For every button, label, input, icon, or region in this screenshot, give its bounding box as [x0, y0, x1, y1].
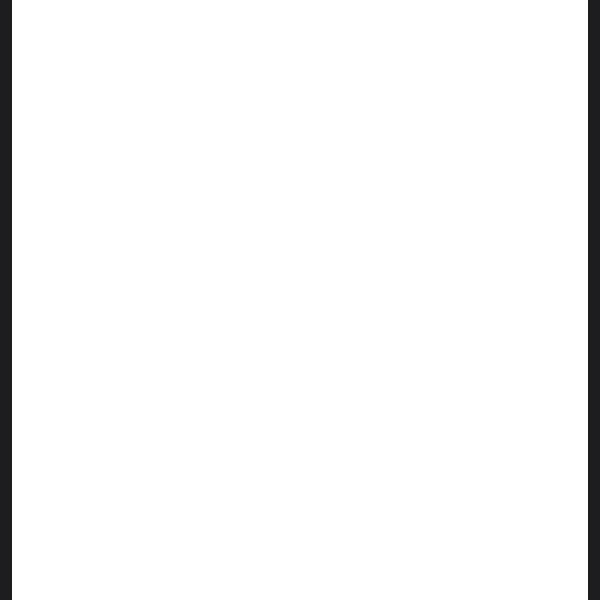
document-page — [12, 0, 588, 600]
